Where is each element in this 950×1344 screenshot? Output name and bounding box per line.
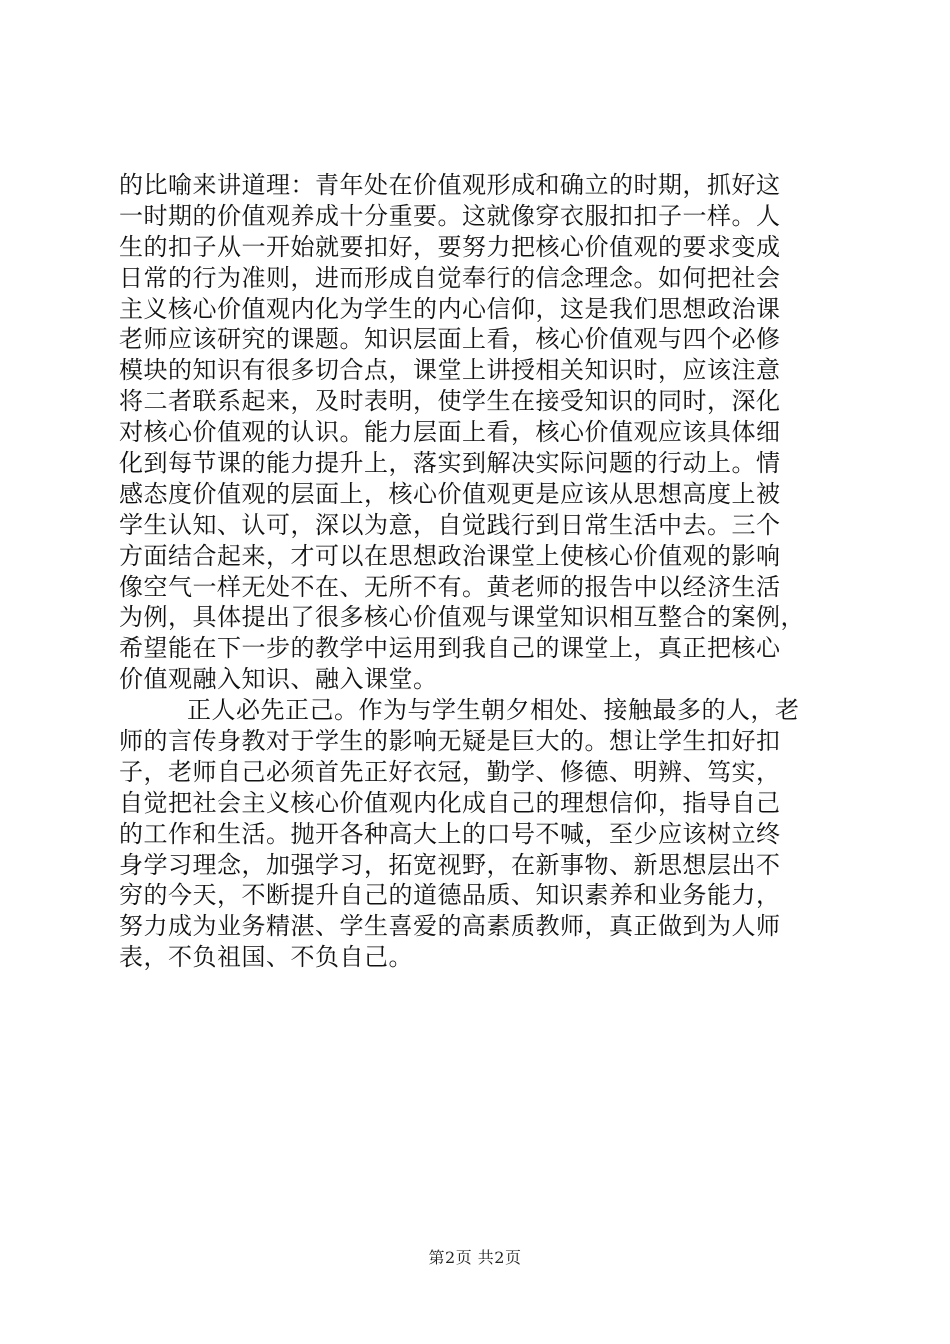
text-line: 一时期的价值观养成十分重要。这就像穿衣服扣扣子一样。人 — [119, 201, 781, 230]
text-line: 师的言传身教对于学生的影响无疑是巨大的。想让学生扣好扣 — [119, 727, 781, 756]
text-line: 身学习理念，加强学习，拓宽视野，在新事物、新思想层出不 — [119, 850, 781, 879]
text-line: 价值观融入知识、融入课堂。 — [119, 665, 438, 694]
text-line: 学生认知、认可，深以为意，自觉践行到日常生活中去。三个 — [119, 510, 781, 539]
text-line: 主义核心价值观内化为学生的内心信仰，这是我们思想政治课 — [119, 294, 781, 323]
text-line: 希望能在下一步的教学中运用到我自己的课堂上，真正把核心 — [119, 634, 781, 663]
text-line: 将二者联系起来，及时表明，使学生在接受知识的同时，深化 — [119, 387, 781, 416]
text-line: 生的扣子从一开始就要扣好，要努力把核心价值观的要求变成 — [119, 232, 781, 261]
document-body — [119, 170, 839, 973]
text-line: 日常的行为准则，进而形成自觉奉行的信念理念。如何把社会 — [119, 263, 781, 292]
text-line: 方面结合起来，才可以在思想政治课堂上使核心价值观的影响 — [119, 541, 781, 570]
text-line: 老师应该研究的课题。知识层面上看，核心价值观与四个必修 — [119, 325, 781, 354]
text-line: 感态度价值观的层面上，核心价值观更是应该从思想高度上被 — [119, 479, 781, 508]
text-line: 自觉把社会主义核心价值观内化成自己的理想信仰，指导自己 — [119, 788, 781, 817]
text-line: 像空气一样无处不在、无所不有。黄老师的报告中以经济生活 — [119, 572, 781, 601]
page-number-footer: 第2页 共2页 — [428, 1248, 522, 1267]
text-line: 穷的今天，不断提升自己的道德品质、知识素养和业务能力， — [119, 881, 781, 910]
text-line: 努力成为业务精湛、学生喜爱的高素质教师，真正做到为人师 — [119, 912, 781, 941]
paragraph-start-line: 正人必先正己。作为与学生朝夕相处、接触最多的人，老 — [187, 696, 800, 725]
text-line: 子，老师自己必须首先正好衣冠，勤学、修德、明辨、笃实， — [119, 757, 781, 786]
text-line: 的工作和生活。抛开各种高大上的口号不喊，至少应该树立终 — [119, 819, 781, 848]
text-line: 对核心价值观的认识。能力层面上看，核心价值观应该具体细 — [119, 418, 781, 447]
text-line: 表，不负祖国、不负自己。 — [119, 943, 413, 972]
text-line: 为例，具体提出了很多核心价值观与课堂知识相互整合的案例， — [119, 603, 805, 632]
text-line: 模块的知识有很多切合点，课堂上讲授相关知识时，应该注意 — [119, 356, 781, 385]
text-line: 的比喻来讲道理：青年处在价值观形成和确立的时期，抓好这 — [119, 171, 781, 199]
text-line: 化到每节课的能力提升上，落实到解决实际问题的行动上。情 — [119, 449, 781, 478]
